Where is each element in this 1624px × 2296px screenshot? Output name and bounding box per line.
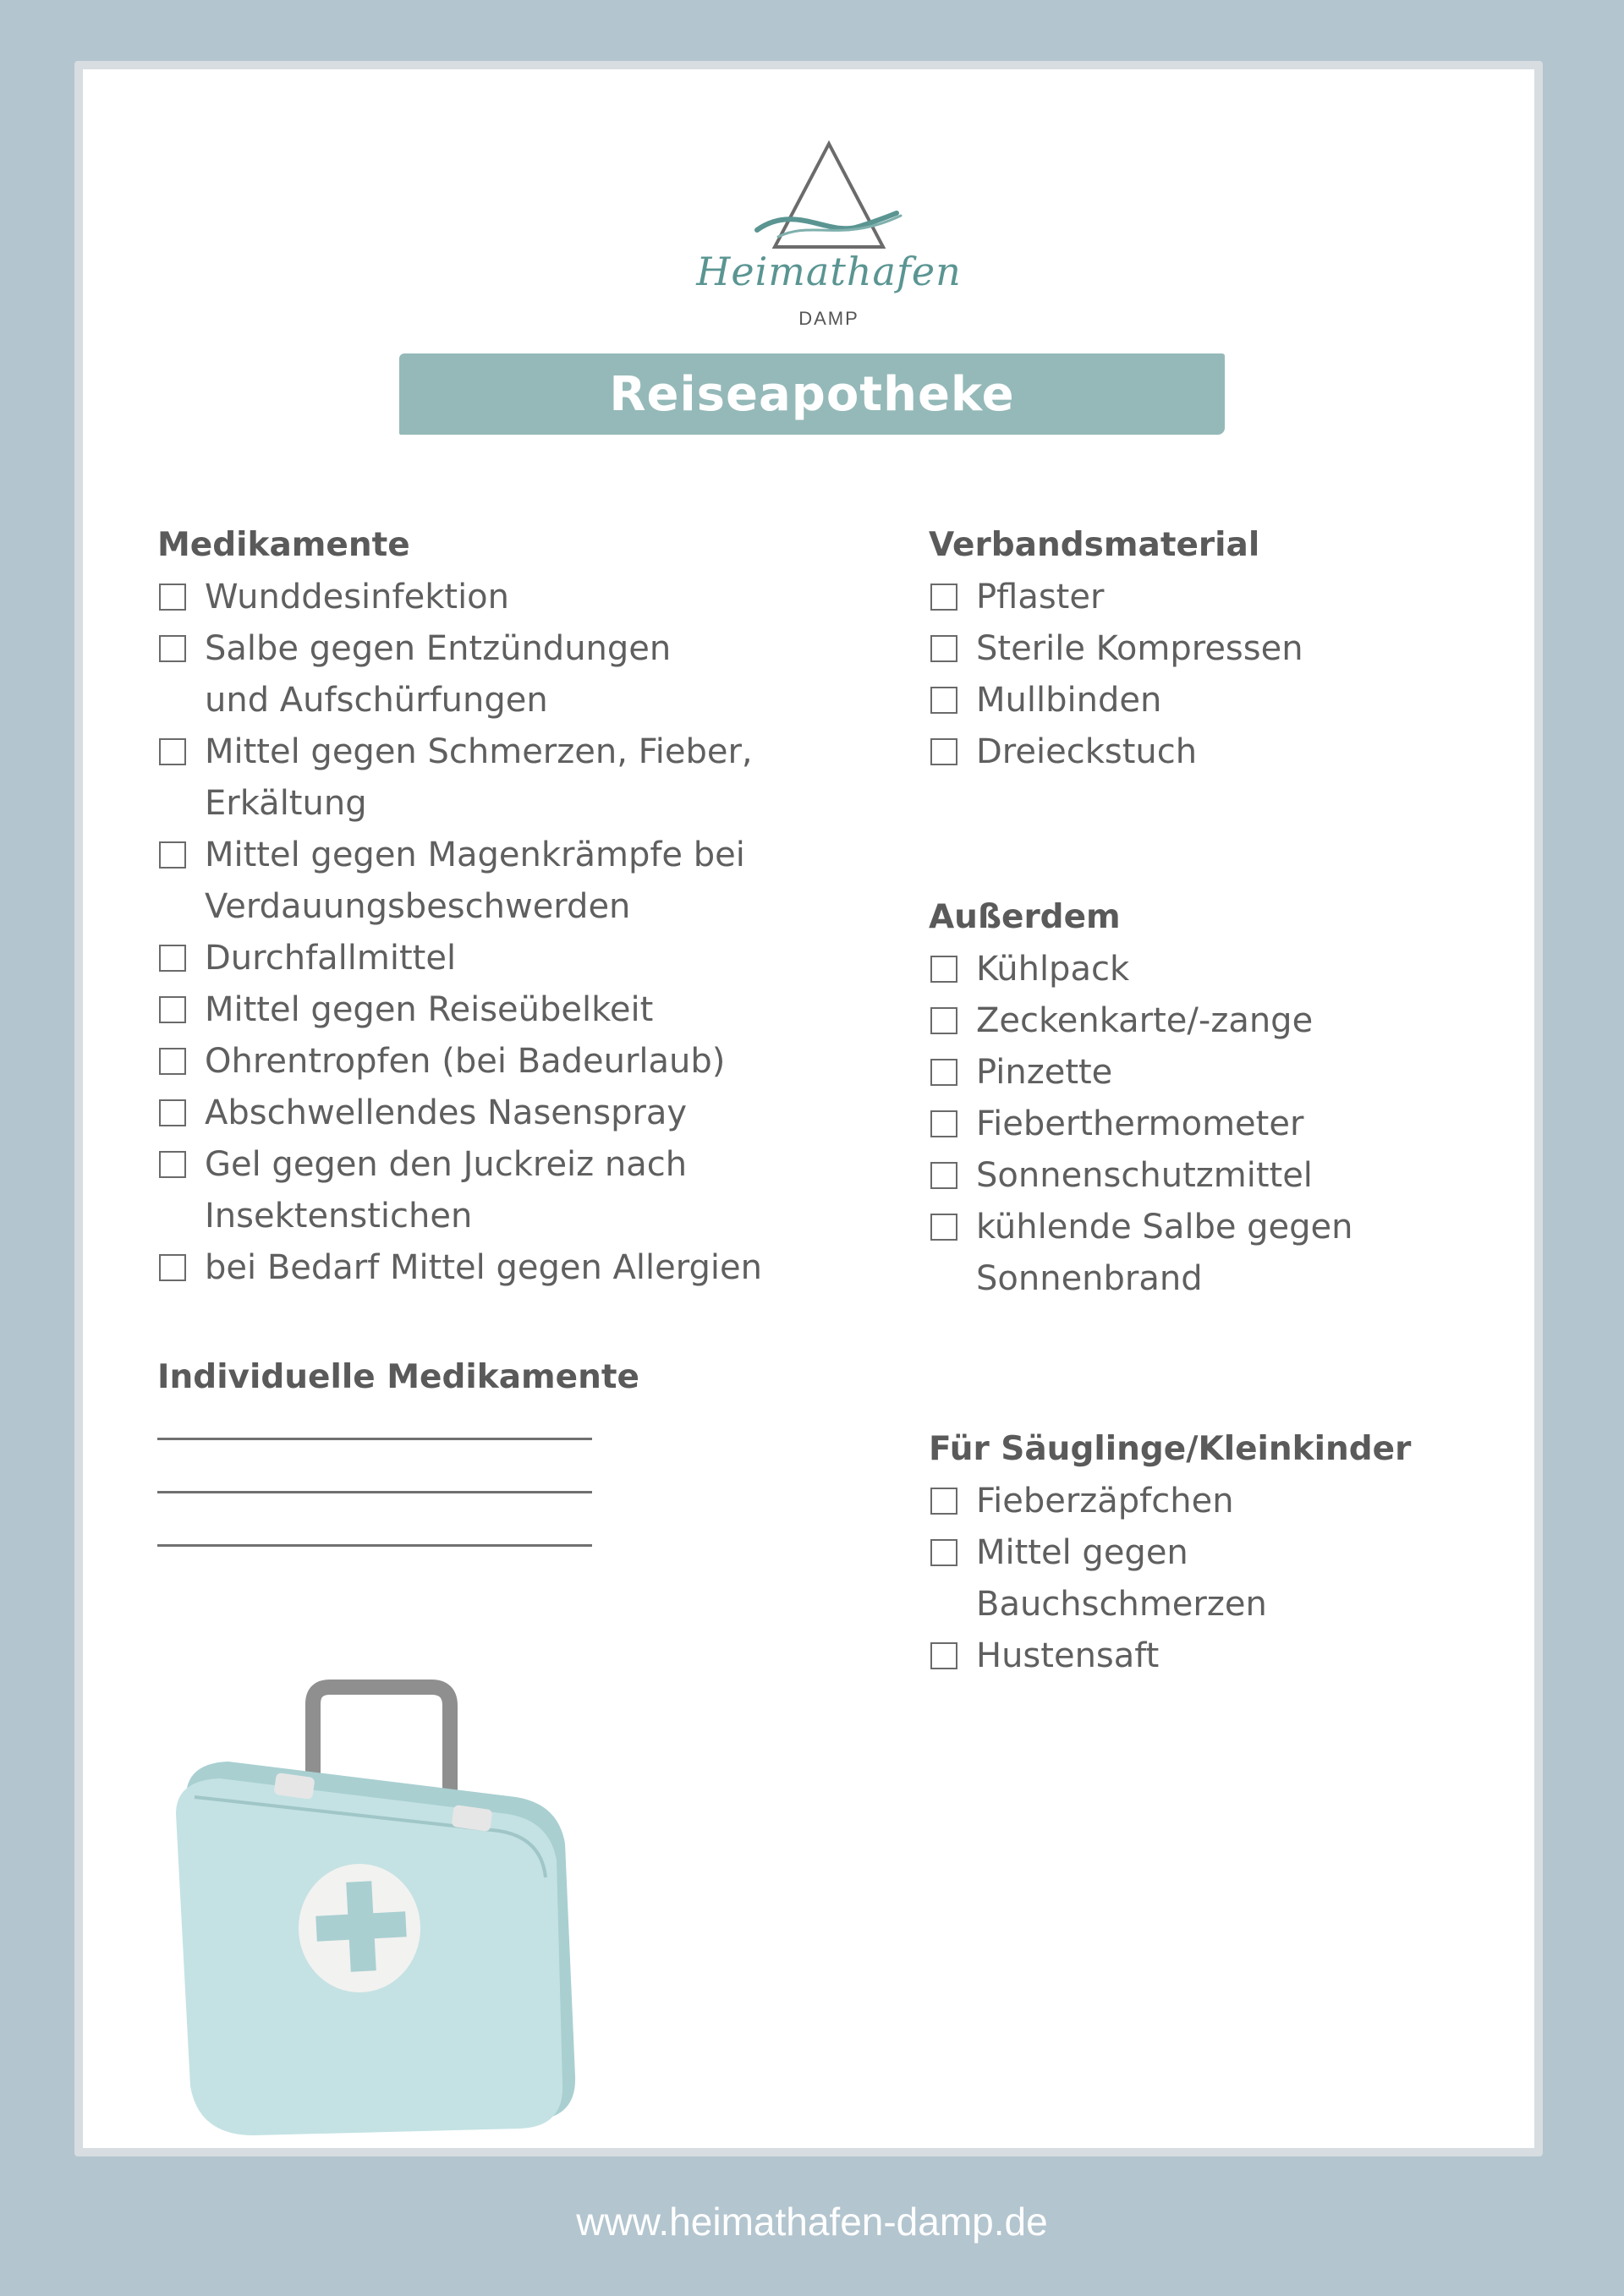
checkbox[interactable]	[930, 1007, 957, 1034]
checkbox[interactable]	[159, 635, 186, 662]
checkbox[interactable]	[930, 584, 957, 611]
checklist-item[interactable]: Kühlpack	[929, 944, 1504, 995]
checklist-item[interactable]: Fieberthermometer	[929, 1099, 1504, 1150]
checkbox[interactable]	[930, 1642, 957, 1669]
write-in-line[interactable]	[157, 1544, 592, 1547]
first-aid-kit-icon	[161, 1670, 651, 2147]
logo-triangle-icon	[685, 135, 973, 254]
checkbox[interactable]	[930, 1059, 957, 1086]
checkbox[interactable]	[930, 635, 957, 662]
logo-name: Heimathafen	[696, 249, 962, 294]
checkbox[interactable]	[159, 1254, 186, 1281]
checklist-item[interactable]: Pinzette	[929, 1047, 1504, 1099]
checklist-item[interactable]: Durchfallmittel	[157, 933, 885, 984]
footer-url[interactable]: www.heimathafen-damp.de	[576, 2200, 1048, 2244]
section-verbandsmaterial	[929, 519, 1504, 778]
write-in-line[interactable]	[157, 1438, 592, 1440]
section-title: Außerdem	[929, 898, 1121, 936]
checkbox[interactable]	[159, 1151, 186, 1178]
checklist-item-continuation: Sonnenbrand	[976, 1259, 1203, 1298]
checkbox[interactable]	[930, 1488, 957, 1515]
checklist-item-continuation: Insektenstichen	[205, 1197, 473, 1236]
checkbox[interactable]	[930, 956, 957, 983]
checklist-item[interactable]: kühlende Salbe gegen	[929, 1202, 1504, 1253]
checklist-item-continuation: Bauchschmerzen	[976, 1585, 1267, 1624]
checklist-item-continuation: Verdauungsbeschwerden	[205, 887, 631, 926]
checklist-item[interactable]: Zeckenkarte/-zange	[929, 995, 1504, 1047]
checkbox[interactable]	[159, 1099, 186, 1126]
checklist-item[interactable]: Mittel gegen Magenkrämpfe bei	[157, 830, 885, 881]
checklist-item[interactable]: Gel gegen den Juckreiz nach	[157, 1139, 885, 1191]
checklist-item[interactable]: Salbe gegen Entzündungen	[157, 623, 885, 675]
section-title: Individuelle Medikamente	[157, 1358, 639, 1396]
checklist-item-continuation: und Aufschürfungen	[205, 681, 548, 720]
checkbox[interactable]	[159, 738, 186, 765]
section-individuell	[157, 1351, 749, 1547]
checklist-item[interactable]: Hustensaft	[929, 1630, 1504, 1682]
checkbox[interactable]	[930, 1539, 957, 1566]
checkbox[interactable]	[930, 687, 957, 714]
logo-subtitle: DAMP	[798, 308, 859, 329]
checklist-item[interactable]: Mullbinden	[929, 675, 1504, 726]
checklist-item[interactable]: bei Bedarf Mittel gegen Allergien	[157, 1242, 885, 1294]
section-title: Medikamente	[157, 526, 410, 564]
section-title: Verbandsmaterial	[929, 526, 1260, 564]
checklist-item[interactable]: Mittel gegen	[929, 1527, 1504, 1579]
checklist-item[interactable]: Abschwellendes Nasenspray	[157, 1088, 885, 1139]
checklist-item[interactable]: Sonnenschutzmittel	[929, 1150, 1504, 1202]
checkbox[interactable]	[159, 945, 186, 972]
section-ausserdem	[929, 891, 1504, 1305]
section-title: Für Säuglinge/Kleinkinder	[929, 1430, 1412, 1468]
checklist-item[interactable]: Pflaster	[929, 572, 1504, 623]
checkbox[interactable]	[159, 841, 186, 869]
section-saeuglinge	[929, 1423, 1504, 1682]
checklist-item[interactable]: Mittel gegen Schmerzen, Fieber,	[157, 726, 885, 778]
logo	[685, 135, 973, 338]
checklist-item[interactable]: Fieberzäpfchen	[929, 1476, 1504, 1527]
checkbox[interactable]	[930, 1162, 957, 1189]
page-title: Reiseapotheke	[609, 366, 1015, 422]
checkbox[interactable]	[930, 1110, 957, 1137]
write-in-line[interactable]	[157, 1491, 592, 1493]
checkbox[interactable]	[159, 584, 186, 611]
checkbox[interactable]	[930, 1214, 957, 1241]
checklist-item[interactable]: Mittel gegen Reiseübelkeit	[157, 984, 885, 1036]
checkbox[interactable]	[159, 996, 186, 1023]
checklist-item[interactable]: Wunddesinfektion	[157, 572, 885, 623]
title-banner	[399, 353, 1225, 435]
checklist-item-continuation: Erkältung	[205, 784, 367, 823]
checkbox[interactable]	[159, 1048, 186, 1075]
section-medikamente	[157, 519, 885, 1294]
checklist-item[interactable]: Ohrentropfen (bei Badeurlaub)	[157, 1036, 885, 1088]
checklist-item[interactable]: Sterile Kompressen	[929, 623, 1504, 675]
checkbox[interactable]	[930, 738, 957, 765]
checklist-item[interactable]: Dreieckstuch	[929, 726, 1504, 778]
